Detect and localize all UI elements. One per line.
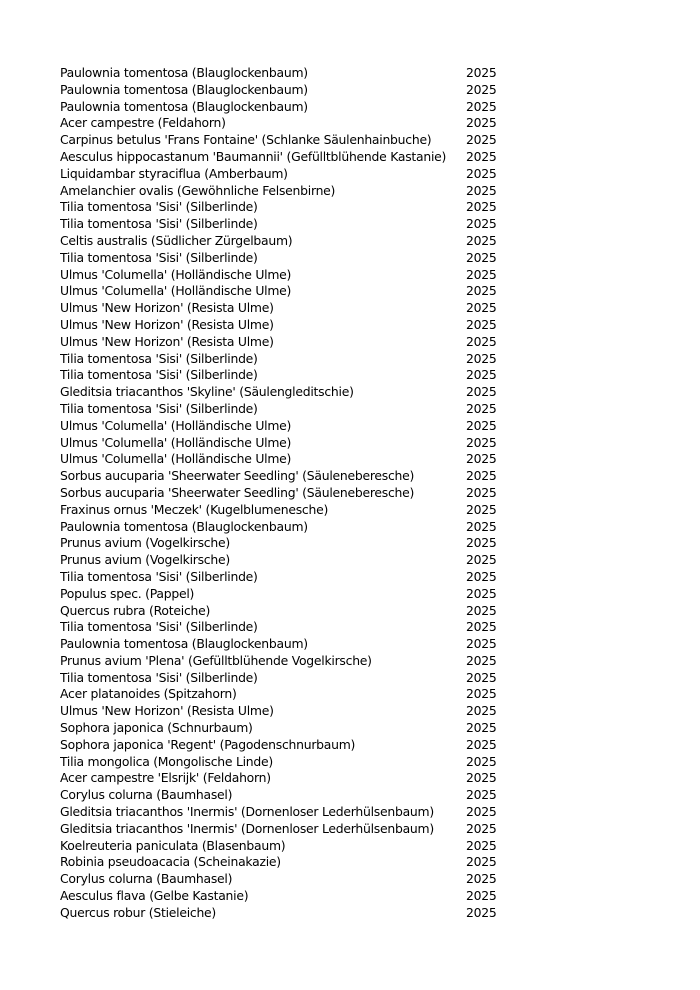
list-item [60, 586, 510, 603]
tree-species-name: Ulmus 'Columella' (Holländische Ulme) [60, 283, 292, 299]
tree-species-name: Tilia tomentosa 'Sisi' (Silberlinde) [60, 216, 258, 232]
tree-species-name: Tilia mongolica (Mongolische Linde) [60, 753, 273, 769]
tree-species-name: Ulmus 'New Horizon' (Resista Ulme) [60, 703, 274, 719]
tree-species-name: Tilia tomentosa 'Sisi' (Silberlinde) [60, 367, 258, 383]
tree-species-name: Gleditsia triacanthos 'Inermis' (Dornenloser Lederhülsenbaum) [60, 804, 434, 820]
planting-year: 2025 [466, 451, 497, 467]
tree-species-name: Ulmus 'Columella' (Holländische Ulme) [60, 266, 292, 282]
planting-year: 2025 [466, 434, 497, 450]
list-item [60, 115, 510, 132]
tree-species-name: Ulmus 'Columella' (Holländische Ulme) [60, 434, 292, 450]
tree-species-name: Paulownia tomentosa (Blauglockenbaum) [60, 636, 308, 652]
tree-species-name: Fraxinus ornus 'Meczek' (Kugelblumenesche) [60, 501, 329, 517]
tree-species-name: Gleditsia triacanthos 'Skyline' (Säulengleditschie) [60, 384, 354, 400]
list-item [60, 149, 510, 166]
list-item [60, 451, 510, 468]
tree-species-name: Acer campestre (Feldahorn) [60, 115, 226, 131]
planting-year: 2025 [466, 552, 497, 568]
list-item [60, 670, 510, 687]
list-item [60, 267, 510, 284]
list-item [60, 132, 510, 149]
tree-species-name: Koelreuteria paniculata (Blasenbaum) [60, 837, 286, 853]
planting-year: 2025 [466, 300, 497, 316]
tree-species-name: Tilia tomentosa 'Sisi' (Silberlinde) [60, 669, 258, 685]
list-item [60, 686, 510, 703]
list-item [60, 653, 510, 670]
list-item [60, 485, 510, 502]
tree-species-name: Sorbus aucuparia 'Sheerwater Seedling' (Säuleneberesche) [60, 468, 415, 484]
list-item [60, 871, 510, 888]
planting-year: 2025 [466, 636, 497, 652]
planting-year: 2025 [466, 871, 497, 887]
list-item [60, 418, 510, 435]
list-item [60, 636, 510, 653]
planting-year: 2025 [466, 132, 497, 148]
planting-year: 2025 [466, 501, 497, 517]
tree-species-name: Ulmus 'New Horizon' (Resista Ulme) [60, 300, 274, 316]
planting-year: 2025 [466, 333, 497, 349]
planting-year: 2025 [466, 888, 497, 904]
planting-year: 2025 [466, 283, 497, 299]
tree-species-name: Amelanchier ovalis (Gewöhnliche Felsenbirne) [60, 182, 336, 198]
planting-year: 2025 [466, 854, 497, 870]
list-item [60, 351, 510, 368]
planting-year: 2025 [466, 98, 497, 114]
tree-species-name: Aesculus flava (Gelbe Kastanie) [60, 888, 249, 904]
list-item [60, 821, 510, 838]
tree-species-name: Sorbus aucuparia 'Sheerwater Seedling' (Säuleneberesche) [60, 484, 415, 500]
tree-species-name: Tilia tomentosa 'Sisi' (Silberlinde) [60, 619, 258, 635]
list-item [60, 535, 510, 552]
planting-year: 2025 [466, 686, 497, 702]
planting-year: 2025 [466, 65, 497, 80]
list-item [60, 502, 510, 519]
list-item [60, 199, 510, 216]
list-item [60, 183, 510, 200]
list-item [60, 720, 510, 737]
list-item [60, 703, 510, 720]
list-item [60, 283, 510, 300]
tree-species-name: Tilia tomentosa 'Sisi' (Silberlinde) [60, 400, 258, 416]
list-item [60, 552, 510, 569]
planting-year: 2025 [466, 484, 497, 500]
tree-species-name: Prunus avium (Vogelkirsche) [60, 535, 230, 551]
planting-year: 2025 [466, 770, 497, 786]
planting-year: 2025 [466, 148, 497, 164]
planting-year: 2025 [466, 720, 497, 736]
tree-species-name: Tilia tomentosa 'Sisi' (Silberlinde) [60, 350, 258, 366]
tree-species-name: Tilia tomentosa 'Sisi' (Silberlinde) [60, 199, 258, 215]
tree-species-name: Ulmus 'New Horizon' (Resista Ulme) [60, 316, 274, 332]
list-item [60, 905, 510, 922]
planting-year: 2025 [466, 904, 497, 920]
planting-year: 2025 [466, 400, 497, 416]
list-item [60, 787, 510, 804]
planting-year: 2025 [466, 266, 497, 282]
tree-species-name: Acer platanoides (Spitzahorn) [60, 686, 237, 702]
tree-species-name: Paulownia tomentosa (Blauglockenbaum) [60, 81, 308, 97]
planting-year: 2025 [466, 585, 497, 601]
list-item [60, 82, 510, 99]
list-item [60, 754, 510, 771]
planting-year: 2025 [466, 232, 497, 248]
list-item [60, 737, 510, 754]
tree-species-name: Paulownia tomentosa (Blauglockenbaum) [60, 98, 308, 114]
planting-year: 2025 [466, 350, 497, 366]
tree-species-name: Aesculus hippocastanum 'Baumannii' (Gefülltblühende Kastanie) [60, 148, 447, 164]
tree-species-name: Prunus avium (Vogelkirsche) [60, 552, 230, 568]
planting-year: 2025 [466, 316, 497, 332]
list-item [60, 854, 510, 871]
list-item [60, 569, 510, 586]
tree-species-name: Populus spec. (Pappel) [60, 585, 195, 601]
tree-species-name: Robinia pseudoacacia (Scheinakazie) [60, 854, 281, 870]
tree-species-name: Corylus colurna (Baumhasel) [60, 871, 233, 887]
planting-year: 2025 [466, 619, 497, 635]
planting-year: 2025 [466, 736, 497, 752]
tree-species-name: Liquidambar styraciflua (Amberbaum) [60, 165, 288, 181]
list-item [60, 334, 510, 351]
planting-year: 2025 [466, 837, 497, 853]
planting-year: 2025 [466, 115, 497, 131]
planting-year: 2025 [466, 703, 497, 719]
tree-species-name: Prunus avium 'Plena' (Gefülltblühende Vogelkirsche) [60, 652, 372, 668]
tree-planting-list [60, 65, 510, 922]
planting-year: 2025 [466, 535, 497, 551]
planting-year: 2025 [466, 165, 497, 181]
planting-year: 2025 [466, 367, 497, 383]
list-item [60, 216, 510, 233]
planting-year: 2025 [466, 384, 497, 400]
tree-species-name: Ulmus 'Columella' (Holländische Ulme) [60, 417, 292, 433]
planting-year: 2025 [466, 468, 497, 484]
tree-species-name: Paulownia tomentosa (Blauglockenbaum) [60, 518, 308, 534]
planting-year: 2025 [466, 216, 497, 232]
list-item [60, 99, 510, 116]
list-item [60, 300, 510, 317]
list-item [60, 468, 510, 485]
tree-species-name: Ulmus 'Columella' (Holländische Ulme) [60, 451, 292, 467]
tree-species-name: Tilia tomentosa 'Sisi' (Silberlinde) [60, 249, 258, 265]
list-item [60, 770, 510, 787]
list-item [60, 233, 510, 250]
tree-species-name: Tilia tomentosa 'Sisi' (Silberlinde) [60, 568, 258, 584]
planting-year: 2025 [466, 249, 497, 265]
list-item [60, 888, 510, 905]
planting-year: 2025 [466, 417, 497, 433]
planting-year: 2025 [466, 787, 497, 803]
planting-year: 2025 [466, 182, 497, 198]
list-item [60, 401, 510, 418]
tree-species-name: Paulownia tomentosa (Blauglockenbaum) [60, 65, 308, 80]
planting-year: 2025 [466, 753, 497, 769]
planting-year: 2025 [466, 602, 497, 618]
planting-year: 2025 [466, 669, 497, 685]
list-item [60, 317, 510, 334]
tree-species-name: Celtis australis (Südlicher Zürgelbaum) [60, 232, 293, 248]
list-item [60, 384, 510, 401]
planting-year: 2025 [466, 518, 497, 534]
list-item [60, 166, 510, 183]
list-item [60, 367, 510, 384]
planting-year: 2025 [466, 81, 497, 97]
tree-species-name: Gleditsia triacanthos 'Inermis' (Dornenloser Lederhülsenbaum) [60, 820, 434, 836]
tree-species-name: Quercus robur (Stieleiche) [60, 904, 217, 920]
planting-year: 2025 [466, 652, 497, 668]
planting-year: 2025 [466, 199, 497, 215]
planting-year: 2025 [466, 804, 497, 820]
planting-year: 2025 [466, 568, 497, 584]
tree-species-name: Carpinus betulus 'Frans Fontaine' (Schlanke Säulenhainbuche) [60, 132, 432, 148]
tree-species-name: Sophora japonica 'Regent' (Pagodenschnurbaum) [60, 736, 356, 752]
list-item [60, 603, 510, 620]
list-item [60, 838, 510, 855]
list-item [60, 65, 510, 82]
tree-species-name: Corylus colurna (Baumhasel) [60, 787, 233, 803]
planting-year: 2025 [466, 820, 497, 836]
tree-species-name: Acer campestre 'Elsrijk' (Feldahorn) [60, 770, 271, 786]
tree-species-name: Ulmus 'New Horizon' (Resista Ulme) [60, 333, 274, 349]
list-item [60, 619, 510, 636]
list-item [60, 250, 510, 267]
list-item [60, 519, 510, 536]
tree-species-name: Sophora japonica (Schnurbaum) [60, 720, 253, 736]
tree-species-name: Quercus rubra (Roteiche) [60, 602, 211, 618]
list-item [60, 435, 510, 452]
list-item [60, 804, 510, 821]
